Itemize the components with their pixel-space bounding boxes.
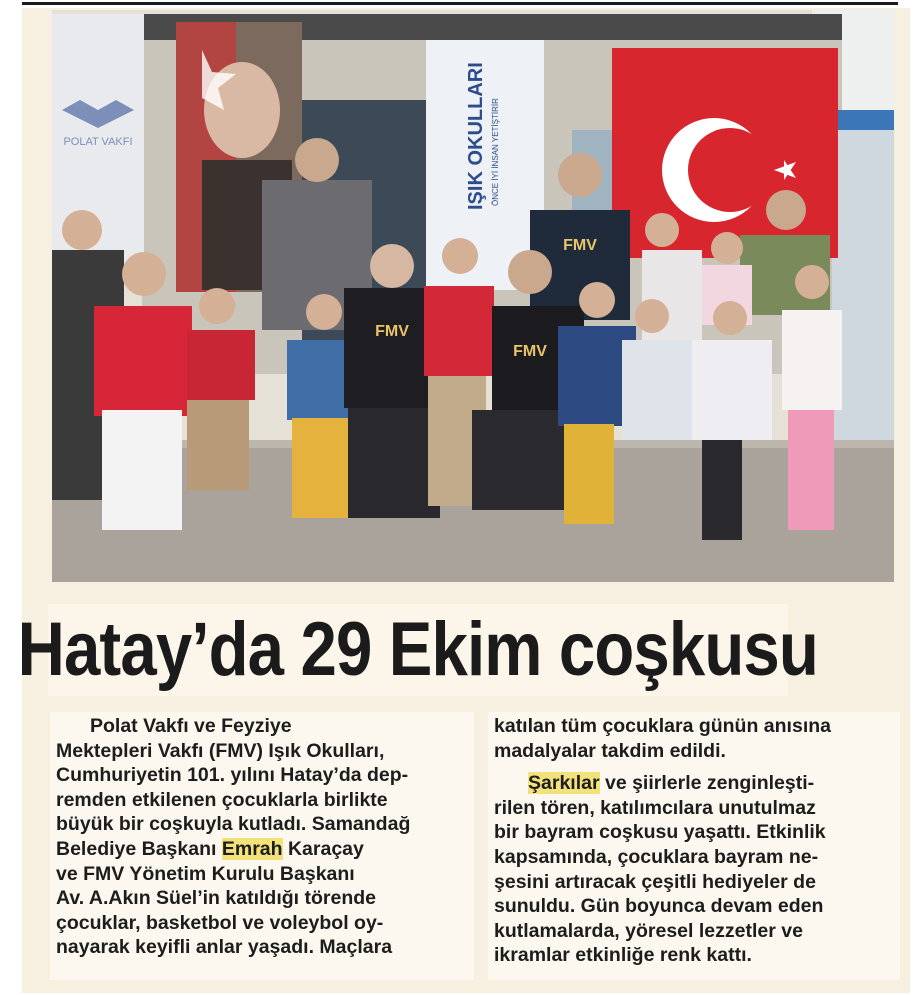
text-line: madalyalar takdim edildi. [494,739,726,762]
top-rule [22,2,898,5]
text-line: kapsamında, çocuklara bayram ne- [494,845,819,868]
fmv-shirt-text-2: FMV [375,323,409,340]
text-line: katılan tüm çocuklara günün anısına [494,715,831,737]
text-segment: ve şiirlerle zenginleşti- [604,772,815,795]
text-line [494,771,894,796]
text-line: nayarak keyifli anlar yaşadı. Maçlara [56,936,393,959]
headline: Hatay’da 29 Ekim coşkusu [48,604,788,696]
paragraph-gap [494,763,894,771]
text-line: Polat Vakfı ve Feyziye [90,715,292,737]
text-line: Cumhuriyetin 101. yılını Hatay’da dep- [56,764,409,787]
isik-flag-text: IŞIK OKULLARI [465,62,487,210]
text-segment: Karaçay [287,837,364,860]
text-line: çocuklar, basketbol ve voleybol oy- [56,911,384,934]
article-column-right [488,712,900,980]
text-line: ikramlar etkinliğe renk kattı. [494,944,752,967]
text-line: rilen tören, katılımcılara unutulmaz [494,796,816,819]
text-line: ve FMV Yönetim Kurulu Başkanı [56,862,355,885]
text-line: sunuldu. Gün boyunca devam eden [494,895,824,918]
highlighted-name: Emrah [221,837,283,860]
text-line: şesini artıracak çeşitli hediyeler de [494,870,816,893]
text-line: kutlamalarda, yöresel lezzetler ve [494,919,803,942]
paragraph-1 [56,714,468,960]
fmv-shirt-text-3: FMV [513,343,547,360]
text-line [56,837,468,862]
text-line: büyük bir coşkuyla kutladı. Samandağ [56,813,411,836]
text-line: remden etkilenen çocuklarla birlikte [56,788,388,811]
article-column-left [50,712,474,980]
paragraph-2 [494,771,894,968]
isik-flag-subtext: ÖNCE İYİ İNSAN YETİŞTİRİR [491,98,500,206]
fmv-shirt-text-1: FMV [563,237,597,254]
text-line: Av. A.Akın Süel’in katıldığı törende [56,887,376,910]
article-photo [52,10,894,582]
text-segment: Belediye Başkanı [56,837,217,860]
paragraph-1-continued [494,714,894,763]
highlighted-word: Şarkılar [528,772,600,795]
text-line: bir bayram coşkusu yaşattı. Etkinlik [494,821,826,844]
text-line: Mektepleri Vakfı (FMV) Işık Okulları, [56,739,385,762]
polat-banner-text: POLAT VAKFI [63,136,133,148]
